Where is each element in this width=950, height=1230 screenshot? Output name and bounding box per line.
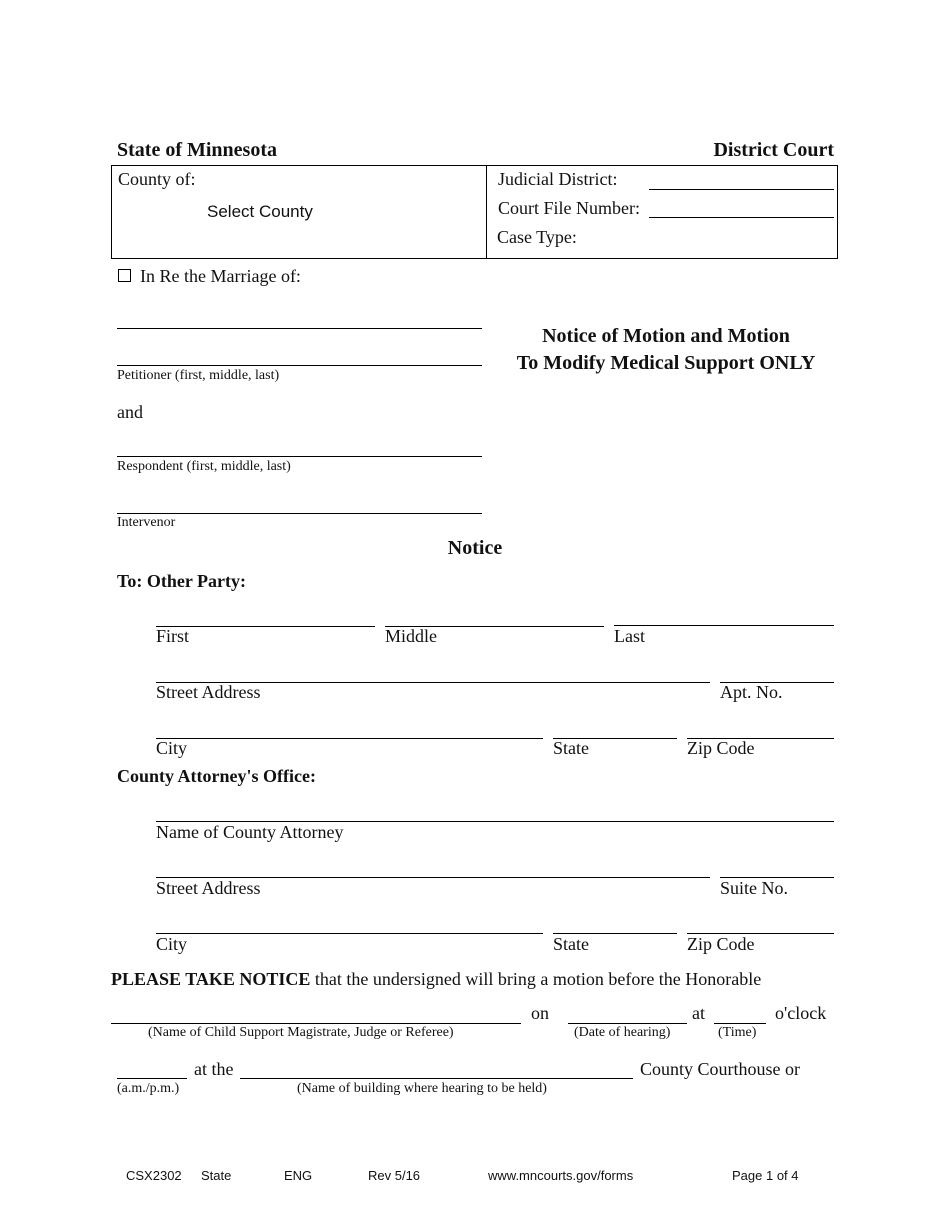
other-street-input[interactable]: [156, 662, 710, 683]
at-label: at: [692, 1003, 705, 1023]
suite-no-label: Suite No.: [720, 878, 789, 898]
building-label: (Name of building where hearing to be held): [297, 1081, 547, 1096]
caption-divider: [486, 165, 487, 259]
building-input[interactable]: [240, 1058, 633, 1079]
petitioner-line-1[interactable]: [117, 308, 482, 329]
ampm-input[interactable]: [117, 1058, 187, 1079]
footer-rev: Rev 5/16: [368, 1168, 421, 1183]
attorney-street-input[interactable]: [156, 857, 710, 878]
apt-no-label: Apt. No.: [720, 682, 783, 702]
footer-state: State: [201, 1168, 232, 1183]
state-heading: State of Minnesota: [117, 139, 277, 161]
footer-url[interactable]: www.mncourts.gov/forms: [488, 1168, 634, 1183]
courthouse-label: County Courthouse or: [640, 1059, 800, 1079]
other-state-input[interactable]: [553, 718, 677, 739]
other-zip-input[interactable]: [687, 718, 834, 739]
marriage-checkbox[interactable]: [118, 269, 131, 282]
other-last-input[interactable]: [614, 605, 834, 626]
magistrate-input[interactable]: [111, 1003, 521, 1024]
footer-form-code: CSX2302: [126, 1168, 182, 1183]
time-label: (Time): [718, 1025, 757, 1040]
county-attorney-heading: County Attorney's Office:: [117, 766, 316, 786]
respondent-label: Respondent (first, middle, last): [117, 459, 291, 474]
intervenor-label: Intervenor: [117, 515, 176, 530]
first-label: First: [156, 626, 190, 646]
at-the-label: at the: [194, 1059, 234, 1079]
attorney-zip-label: Zip Code: [687, 934, 755, 954]
other-city-input[interactable]: [156, 718, 543, 739]
footer-page-number: Page 1 of 4: [732, 1168, 799, 1183]
state-label: State: [553, 738, 589, 758]
attorney-state-input[interactable]: [553, 913, 677, 934]
attorney-suite-input[interactable]: [720, 857, 834, 878]
hearing-date-input[interactable]: [568, 1003, 687, 1024]
and-label: and: [117, 402, 143, 422]
last-label: Last: [614, 626, 645, 646]
please-notice-rest: that the undersigned will bring a motion before the Honorable: [310, 969, 762, 989]
middle-label: Middle: [385, 626, 437, 646]
oclock-label: o'clock: [775, 1003, 827, 1023]
please-notice-sentence: [111, 969, 761, 990]
court-heading: District Court: [713, 139, 834, 161]
attorney-city-input[interactable]: [156, 913, 543, 934]
county-select[interactable]: Select County: [207, 202, 313, 221]
county-attorney-name-label: Name of County Attorney: [156, 822, 344, 842]
form-title-line-2: To Modify Medical Support ONLY: [516, 352, 816, 374]
other-apt-input[interactable]: [720, 662, 834, 683]
court-file-number-label: Court File Number:: [498, 198, 640, 218]
on-label: on: [531, 1003, 549, 1023]
zip-code-label: Zip Code: [687, 738, 755, 758]
please-notice-bold: PLEASE TAKE NOTICE: [111, 969, 311, 989]
notice-heading: Notice: [447, 537, 503, 559]
attorney-street-label: Street Address: [156, 878, 261, 898]
county-label: County of:: [118, 169, 196, 189]
judicial-district-input[interactable]: [649, 169, 834, 190]
other-middle-input[interactable]: [385, 606, 604, 627]
petitioner-label: Petitioner (first, middle, last): [117, 368, 280, 383]
intervenor-input[interactable]: [117, 493, 482, 514]
form-title-line-1: Notice of Motion and Motion: [542, 325, 790, 347]
attorney-zip-input[interactable]: [687, 913, 834, 934]
hearing-time-input[interactable]: [714, 1003, 766, 1024]
respondent-input[interactable]: [117, 436, 482, 457]
case-type-label: Case Type:: [497, 227, 577, 247]
court-file-number-input[interactable]: [649, 197, 834, 218]
magistrate-label: (Name of Child Support Magistrate, Judge or Referee): [148, 1025, 454, 1040]
petitioner-line-2[interactable]: [117, 345, 482, 366]
date-label: (Date of hearing): [574, 1025, 671, 1040]
judicial-district-label: Judicial District:: [498, 169, 618, 189]
marriage-label: In Re the Marriage of:: [140, 266, 301, 286]
street-address-label: Street Address: [156, 682, 261, 702]
ampm-label: (a.m./p.m.): [117, 1081, 180, 1096]
footer-lang: ENG: [284, 1168, 313, 1183]
to-other-party-heading: To: Other Party:: [117, 571, 246, 591]
city-label: City: [156, 738, 188, 758]
county-attorney-name-input[interactable]: [156, 801, 834, 822]
attorney-state-label: State: [553, 934, 589, 954]
attorney-city-label: City: [156, 934, 188, 954]
other-first-input[interactable]: [156, 606, 375, 627]
